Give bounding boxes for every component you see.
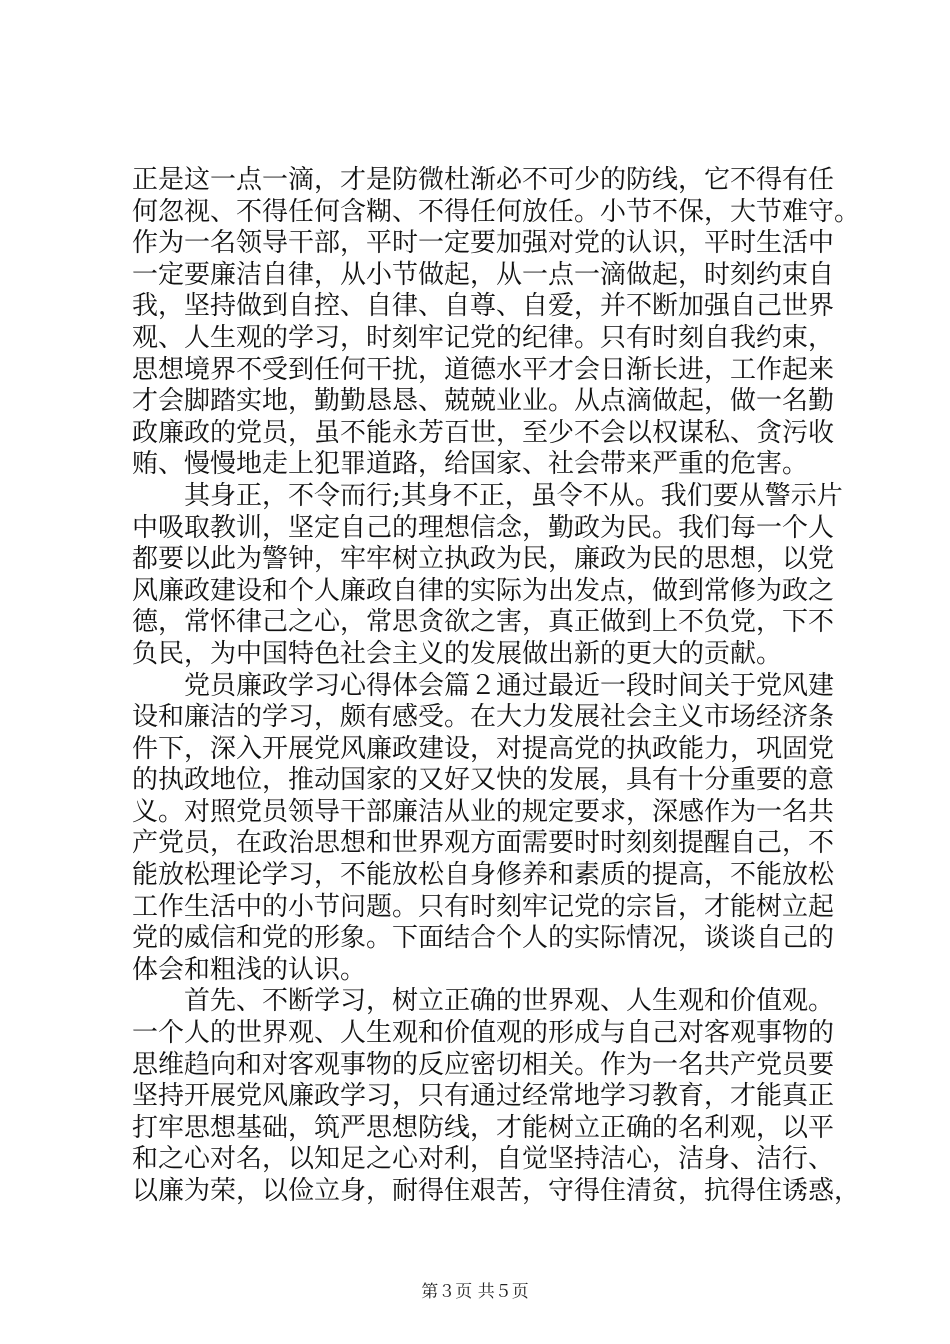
text-line: 政廉政的党员，虽不能永芳百世，至少不会以权谋私、贪污收 <box>132 417 835 448</box>
text-line: 中吸取教训，坚定自己的理想信念，勤政为民。我们每一个人 <box>132 512 835 543</box>
text-line: 思维趋向和对客观事物的反应密切相关。作为一名共产党员要 <box>132 1049 835 1080</box>
text-line: 都要以此为警钟，牢牢树立执政为民，廉政为民的思想，以党 <box>132 544 835 575</box>
text-line: 的执政地位，推动国家的又好又快的发展，具有十分重要的意 <box>132 765 835 796</box>
text-line: 产党员，在政治思想和世界观方面需要时时刻刻提醒自己，不 <box>132 828 835 859</box>
text-line: 德，常怀律己之心，常思贪欲之害，真正做到上不负党，下不 <box>132 607 835 638</box>
text-line: 负民，为中国特色社会主义的发展做出新的更大的贡献。 <box>132 638 783 669</box>
paragraph-start-line: 其身正，不令而行;其身不正，虽令不从。我们要从警示片 <box>184 480 843 511</box>
text-line: 工作生活中的小节问题。只有时刻牢记党的宗旨，才能树立起 <box>132 891 835 922</box>
text-line: 义。对照党员领导干部廉洁从业的规定要求，深感作为一名共 <box>132 796 835 827</box>
paragraph-start-line: 党员廉政学习心得体会篇２通过最近一段时间关于党风建 <box>184 670 835 701</box>
text-line: 一定要廉洁自律，从小节做起，从一点一滴做起，时刻约束自 <box>132 259 835 290</box>
text-line: 体会和粗浅的认识。 <box>132 954 367 985</box>
text-line: 正是这一点一滴，才是防微杜渐必不可少的防线，它不得有任 <box>132 165 835 195</box>
text-line: 何忽视、不得任何含糊、不得任何放任。小节不保，大节难守。 <box>132 196 861 227</box>
text-line: 观、人生观的学习，时刻牢记党的纪律。只有时刻自我约束， <box>132 322 835 353</box>
text-line: 以廉为荣，以俭立身，耐得住艰苦，守得住清贫，抗得住诱惑， <box>132 1176 861 1206</box>
text-line: 贿、慢慢地走上犯罪道路，给国家、社会带来严重的危害。 <box>132 449 809 480</box>
text-line: 党的威信和党的形象。下面结合个人的实际情况，谈谈自己的 <box>132 923 835 954</box>
text-line: 才会脚踏实地，勤勤恳恳、兢兢业业。从点滴做起，做一名勤 <box>132 386 835 417</box>
text-line: 一个人的世界观、人生观和价值观的形成与自己对客观事物的 <box>132 1018 835 1049</box>
text-line: 打牢思想基础，筑严思想防线，才能树立正确的名利观，以平 <box>132 1112 835 1143</box>
document-body <box>132 165 861 1208</box>
text-line: 能放松理论学习，不能放松自身修养和素质的提高，不能放松 <box>132 860 835 891</box>
text-line: 坚持开展党风廉政学习，只有通过经常地学习教育，才能真正 <box>132 1081 835 1112</box>
paragraph-start-line: 首先、不断学习，树立正确的世界观、人生观和价值观。 <box>184 986 835 1017</box>
text-line: 风廉政建设和个人廉政自律的实际为出发点，做到常修为政之 <box>132 575 835 606</box>
text-line: 和之心对名，以知足之心对利，自觉坚持洁心，洁身、洁行、 <box>132 1144 835 1175</box>
text-line: 我，坚持做到自控、自律、自尊、自爱，并不断加强自己世界 <box>132 291 835 322</box>
text-line: 件下，深入开展党风廉政建设，对提高党的执政能力，巩固党 <box>132 733 835 764</box>
text-line: 思想境界不受到任何干扰，道德水平才会日渐长进，工作起来 <box>132 354 835 385</box>
text-line: 设和廉洁的学习，颇有感受。在大力发展社会主义市场经济条 <box>132 702 835 733</box>
text-line: 作为一名领导干部，平时一定要加强对党的认识，平时生活中 <box>132 228 835 259</box>
page-number-footer: 第３页 共５页 <box>421 1282 529 1302</box>
